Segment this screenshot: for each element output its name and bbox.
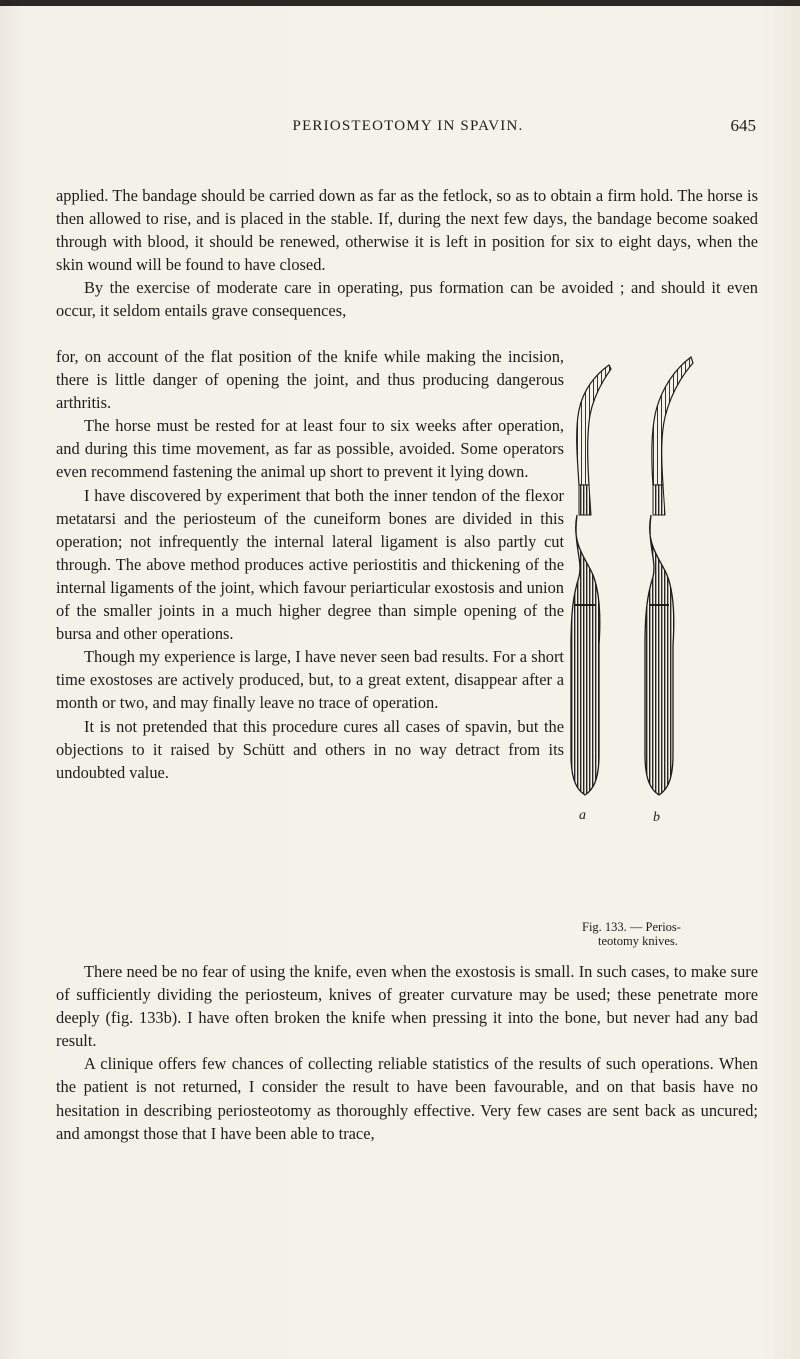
paragraph: By the exercise of moderate care in operating, pus formation can be avoided ; and should it even occur, it seldom entails grave consequences, [56,278,758,321]
caption-line-2: teotomy knives. [598,934,678,948]
knife-b [645,357,693,795]
knives-illustration [565,355,765,825]
caption-line-1: Fig. 133. — Perios- [582,920,681,934]
figure-caption [582,920,762,948]
paragraph: Though my experience is large, I have never seen bad results. For a short time exostoses are actively produced, but, to a great extent, disappear after a month or two, and may finally leave no trace of operation. [56,647,564,713]
paragraph: A clinique offers few chances of collecting reliable statistics of the results of such operations. When the patient is not returned, I consider the result to have been favourable, and on that basis have no hesitation in describing periosteotomy as thoroughly effective. Very few cases are sent back as uncured; and amongst those that I have been able to trace, [56,1054,758,1143]
paragraph: for, on account of the flat position of the knife while making the incision, there is little danger of opening the joint, and thus producing dangerous arthritis. [56,347,564,413]
body-text-bottom [56,960,758,1145]
paragraph: I have discovered by experiment that both the inner tendon of the flexor metatarsi and the periosteum of the cuneiform bones are divided in this operation; not infrequently the internal lateral ligament is also partly cut through. The above method produces active periostitis and thickening of the internal ligaments of the joint, which favour periarticular exostosis and union of the smaller joints in a much higher degree than simple opening of the bursa and other operations. [56,485,564,644]
paragraph: There need be no fear of using the knife, even when the exostosis is small. In such cases, to make sure of sufficiently dividing the periosteum, knives of greater curvature may be used; these penetrate more deeply (fig. 133b). I have often broken the knife when pressing it into the bone, but never had any bad result. [56,962,758,1051]
body-text-beside-figure [56,345,564,784]
top-border [0,0,800,6]
paragraph: It is not pretended that this procedure cures all cases of spavin, but the objections to it raised by Schütt and others in no way detract from its undoubted value. [56,716,564,782]
figure-133 [565,355,765,825]
figure-label-a: a [579,808,586,823]
paragraph: applied. The bandage should be carried down as far as the fetlock, so as to obtain a firm hold. The horse is then allowed to rise, and is placed in the stable. If, during the next few days, the bandage become soaked through with blood, it should be renewed, otherwise it is left in position for six to eight days, when the skin wound will be found to have closed. [56,186,758,275]
page-header [56,118,760,140]
paragraph: The horse must be rested for at least four to six weeks after operation, and during this time movement, as far as possible, avoided. Some operators even recommend fastening the animal up short to prevent it lying down. [56,416,564,482]
body-text-top [56,184,758,323]
figure-label-b: b [653,810,660,825]
knife-a [571,365,611,795]
page-number: 645 [730,116,756,135]
running-head: PERIOSTEOTOMY IN SPAVIN. [292,118,524,134]
